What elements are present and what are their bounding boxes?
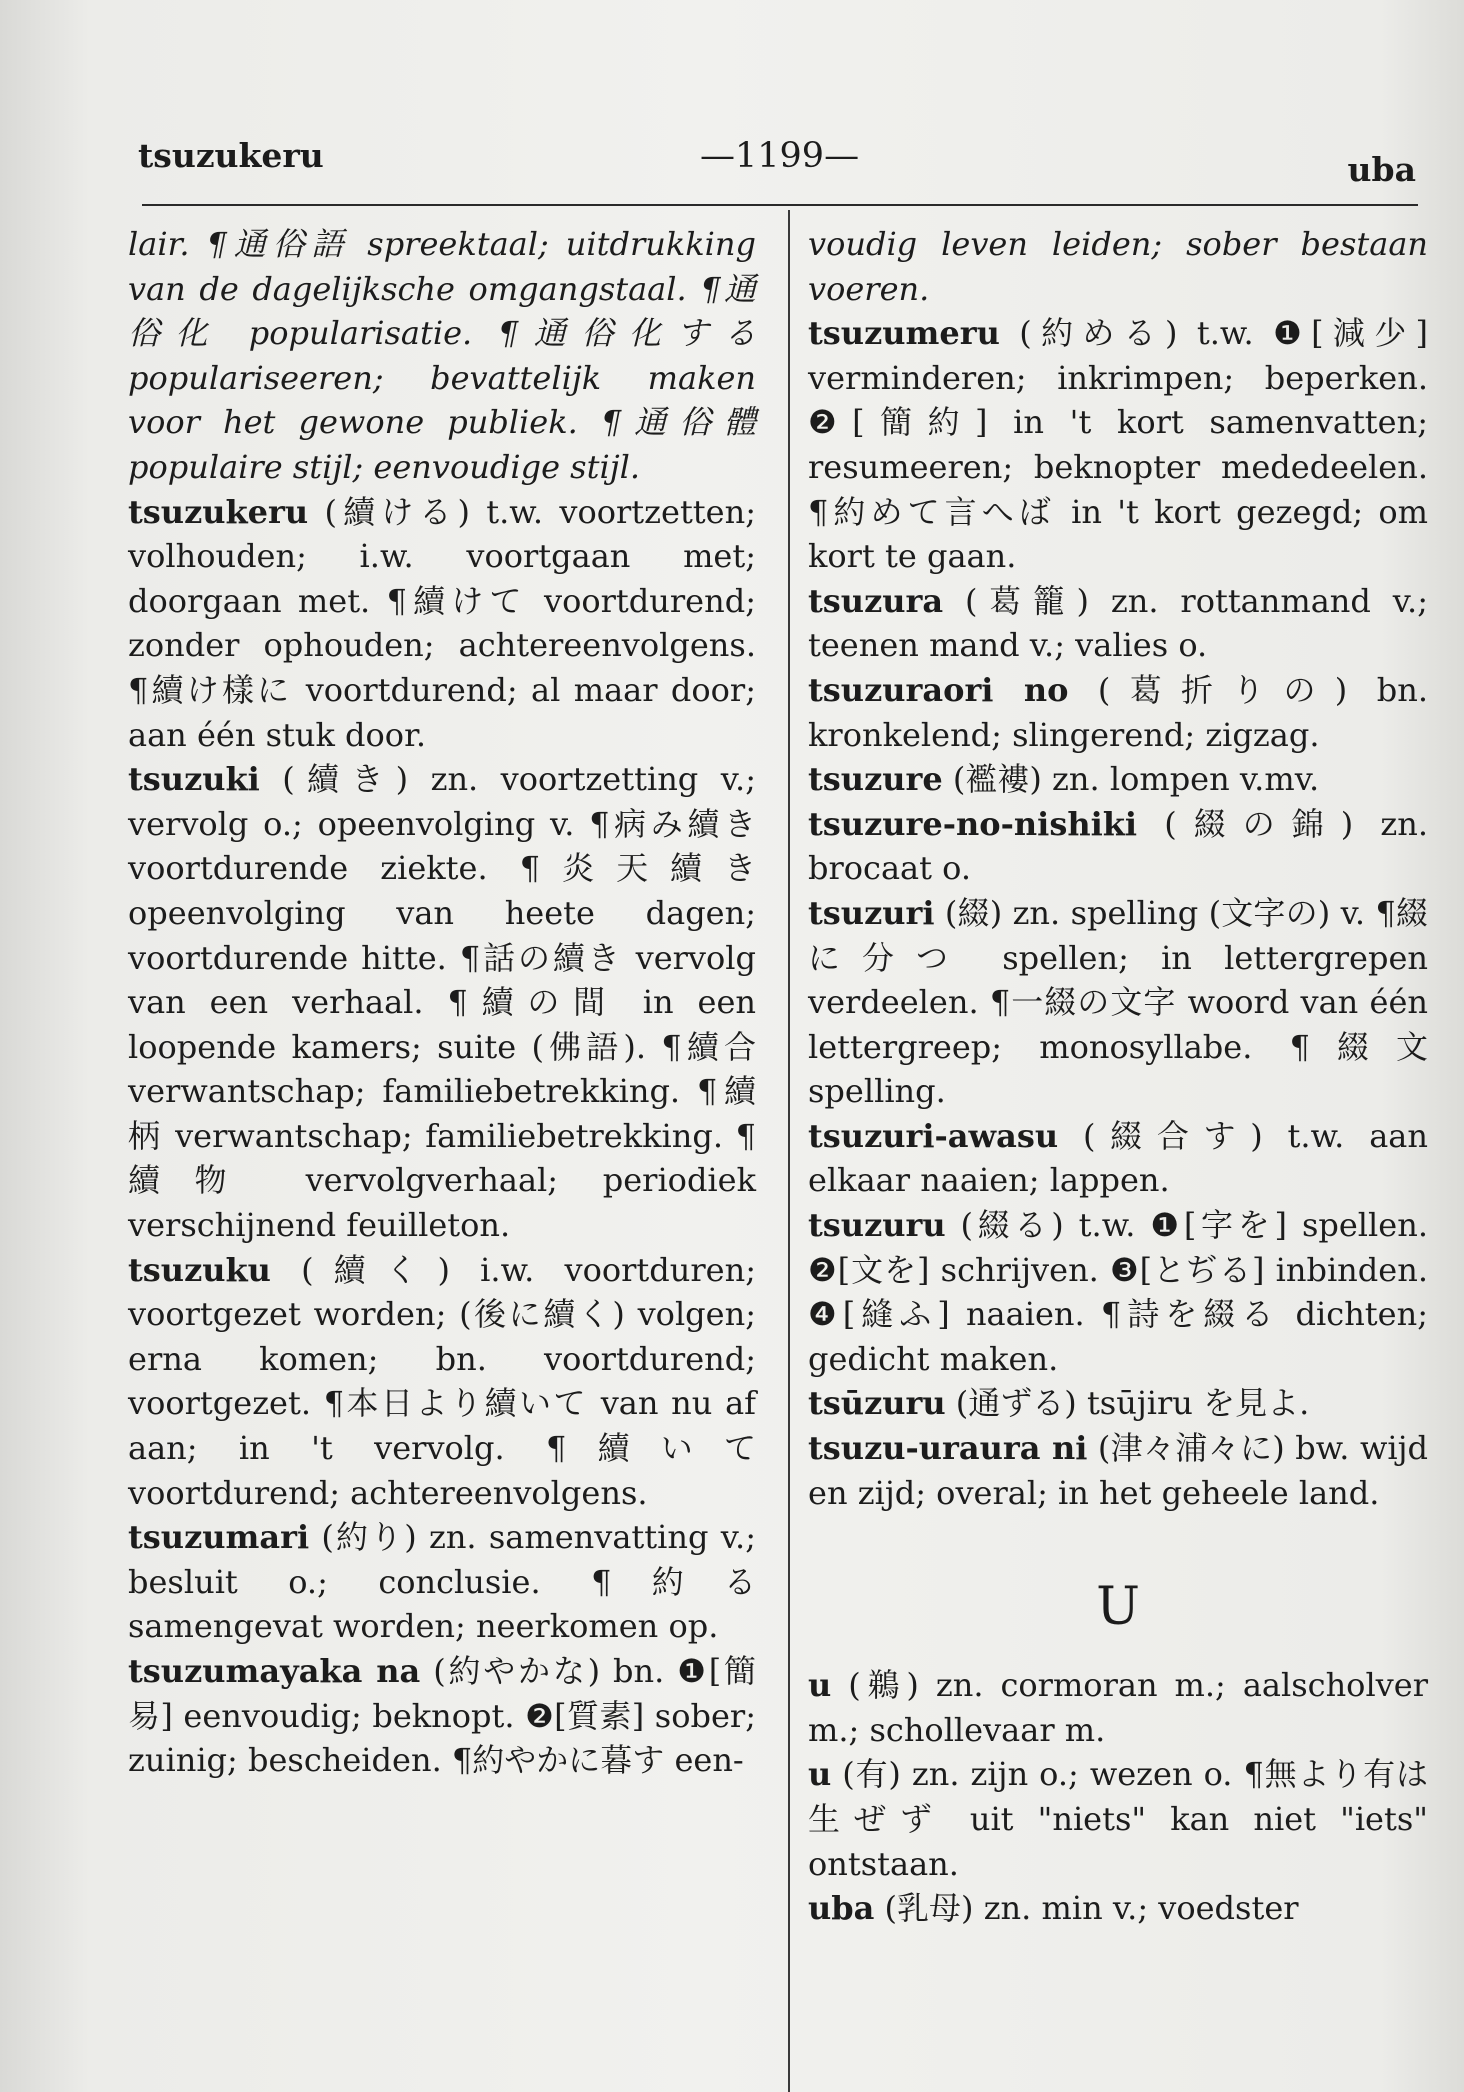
column-rule (788, 210, 790, 2092)
headword: u (808, 1666, 832, 1705)
definition: (綴る) t.w. ❶[字を] spellen. ❷[文を] schrijven. ❸[とぢる] inbinden. ❹[縫ふ] naaien. ¶詩を綴る dichten; gedicht maken. (808, 1206, 1428, 1378)
left-column (128, 222, 756, 1783)
dictionary-entry (808, 757, 1428, 802)
definition: (續き) zn. voortzetting v.; vervolg o.; opeenvolging v. ¶病み續き voortdurende ziekte. ¶炎天續き opeenvolging van heete dagen; voortdurende hitte. ¶話の續き vervolg van een verhaal. ¶續の間 in een loopende kamers; suite (佛語). ¶續合 verwantschap; familiebetrekking. ¶續柄 verwantschap; familiebetrekking. ¶續物 vervolgverhaal; periodiek verschijnend feuilleton. (128, 760, 756, 1245)
dictionary-entry (808, 1752, 1428, 1886)
header-rule (142, 204, 1418, 206)
dictionary-entry (808, 668, 1428, 757)
dictionary-entry (808, 1663, 1428, 1752)
dictionary-entry (808, 1114, 1428, 1203)
dictionary-entry (808, 1886, 1428, 1931)
dictionary-entry (808, 1426, 1428, 1515)
headword: uba (808, 1889, 875, 1928)
headword: tsūzuru (808, 1384, 946, 1423)
definition: (續ける) t.w. voortzetten; volhouden; i.w. voortgaan met; doorgaan met. ¶續けて voortdurend; zonder ophouden; achtereenvolgens. ¶續け樣に voortdurend; al maar door; aan één stuk door. (128, 492, 756, 754)
definition: (通ずる) tsūjiru を見よ. (945, 1384, 1310, 1423)
running-head-right: uba (1347, 150, 1416, 189)
headword: tsuzuru (808, 1206, 946, 1245)
headword: tsuzumari (128, 1518, 310, 1557)
dictionary-entry (128, 1248, 756, 1516)
headword: tsuzumeru (808, 314, 1000, 353)
dictionary-entry (808, 1203, 1428, 1381)
continuation-text: lair. ¶通俗語 spreektaal; uitdrukking van de dagelijksche omgangstaal. ¶通俗化 popularisatie. ¶通俗化する populariseeren; bevattelijk maken voor het gewone publiek. ¶通俗體 populaire stijl; eenvoudige stijl. (128, 225, 756, 486)
dictionary-entry (808, 802, 1428, 891)
headword: tsuzura (808, 581, 944, 620)
page-number: —1199— (700, 136, 860, 176)
definition: (綴) zn. spelling (文字の) v. ¶綴に分つ spellen; in lettergrepen verdeelen. ¶一綴の文字 woord van één lettergreep; monosyllabe. ¶綴文 spelling. (808, 893, 1428, 1111)
definition: (約める) t.w. ❶[減少] verminderen; inkrimpen; beperken. ❷[簡約] in 't kort samenvatten; resumeeren; beknopter mededeelen. ¶約めて言へば in 't kort gezegd; om kort te gaan. (808, 314, 1428, 576)
headword: tsuzukeru (128, 492, 309, 531)
headword: tsuzumayaka na (128, 1652, 421, 1690)
definition: (續く) i.w. voortduren; voortgezet worden; (後に續く) volgen; erna komen; bn. voortdurend; voortgezet. ¶本日より續いて van nu af aan; in 't vervolg. ¶續いて voortdurend; achtereenvolgens. (128, 1250, 756, 1512)
definition: (襤褸) zn. lompen v.mv. (942, 760, 1320, 799)
right-column (808, 222, 1428, 1931)
headword: u (808, 1755, 832, 1794)
dictionary-entry (808, 579, 1428, 668)
headword: tsuzuri (808, 893, 935, 932)
dictionary-entry (128, 1515, 756, 1649)
dictionary-entry (128, 1649, 756, 1783)
dictionary-entry (128, 757, 756, 1248)
headword: tsuzure (808, 760, 943, 799)
running-head-left: tsuzukeru (138, 136, 324, 175)
dictionary-entry (808, 311, 1428, 579)
definition: (葛籠) zn. rottanmand v.; teenen mand v.; valies o. (808, 581, 1428, 665)
section-letter: U (1096, 1577, 1140, 1638)
headword: tsuzure-no-nishiki (808, 804, 1138, 843)
headword: tsuzuraori no (808, 670, 1069, 709)
headword: tsuzu-uraura ni (808, 1429, 1088, 1468)
definition: (綴合す) t.w. aan elkaar naaien; lappen. (808, 1116, 1428, 1200)
dictionary-entry (808, 1381, 1428, 1426)
definition: (葛折りの) bn. kronkelend; slingerend; zigzag. (808, 670, 1428, 754)
definition: (約り) zn. samenvatting v.; besluit o.; conclusie. ¶約る samengevat worden; neerkomen op. (128, 1518, 756, 1646)
headword: tsuzuki (128, 760, 260, 799)
definition: (綴の錦) zn. brocaat o. (808, 804, 1428, 888)
definition: (津々浦々に) bw. wijd en zijd; overal; in het geheele land. (808, 1429, 1428, 1512)
definition: (乳母) zn. min v.; voedster (874, 1889, 1299, 1928)
dictionary-entry (128, 490, 756, 758)
dictionary-entry (808, 891, 1428, 1114)
headword: tsuzuku (128, 1250, 271, 1289)
definition: (鵜) zn. cormoran m.; aalscholver m.; schollevaar m. (808, 1666, 1428, 1749)
definition: (約やかな) bn. ❶[簡易] eenvoudig; beknopt. ❷[質素] sober; zuinig; bescheiden. ¶約やかに暮す een- (128, 1652, 756, 1780)
continuation-text: voudig leven leiden; sober bestaan voeren. (808, 225, 1428, 308)
headword: tsuzuri-awasu (808, 1116, 1059, 1155)
definition: (有) zn. zijn o.; wezen o. ¶無より有は生ぜず uit "niets" kan niet "iets" ontstaan. (808, 1755, 1428, 1883)
